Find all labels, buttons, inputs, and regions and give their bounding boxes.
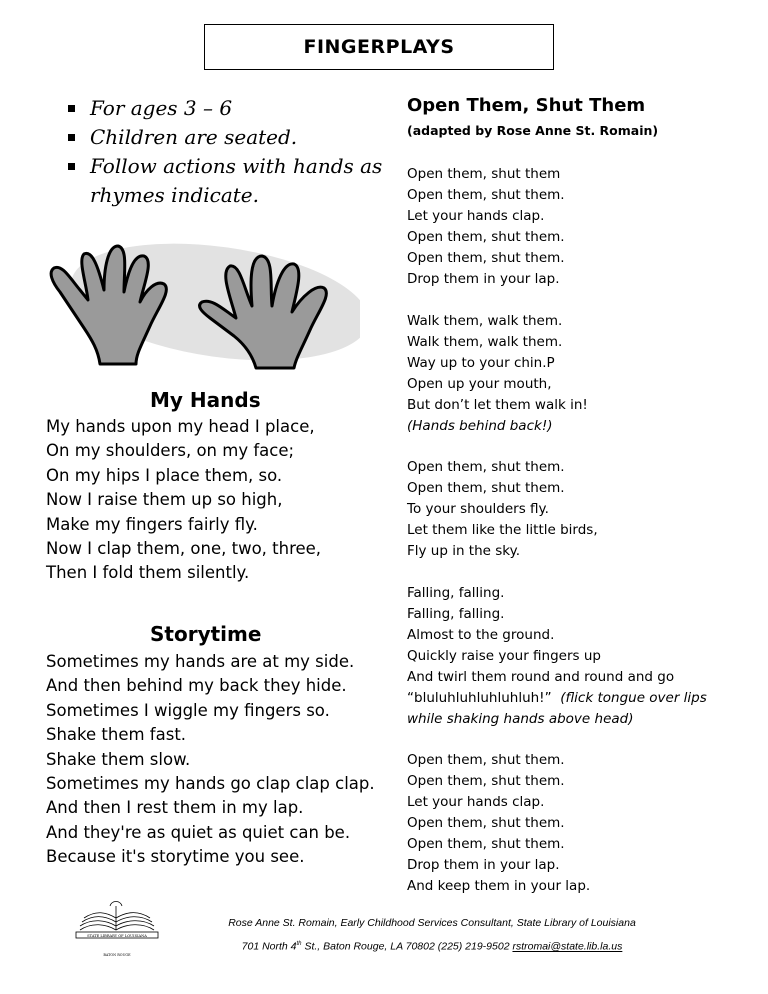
rhyme-line: Open them, shut them. bbox=[407, 480, 565, 496]
poem-line: On my hips I place them, so. bbox=[46, 465, 283, 485]
rhyme-line: Open them, shut them. bbox=[407, 815, 565, 831]
poem-line: On my shoulders, on my face; bbox=[46, 441, 295, 461]
stage-direction: (flick tongue over lips bbox=[560, 689, 707, 706]
storytime-title: Storytime bbox=[150, 622, 262, 646]
poem-line: Shake them fast. bbox=[46, 725, 187, 745]
rhyme-line: Falling, falling. bbox=[407, 605, 505, 622]
rhyme-line: Let your hands clap. bbox=[407, 208, 545, 224]
poem-line: Because it's storytime you see. bbox=[46, 847, 305, 867]
footer bbox=[222, 913, 642, 958]
rhyme-line: Open them, shut them bbox=[407, 166, 561, 182]
rhyme-line: Let them like the little birds, bbox=[407, 522, 598, 538]
rhyme-line: To your shoulders fly. bbox=[407, 501, 549, 517]
poem-line: My hands upon my head I place, bbox=[46, 417, 315, 436]
poem-line: Sometimes I wiggle my fingers so. bbox=[46, 700, 330, 720]
rhyme-line: Open them, shut them. bbox=[407, 459, 565, 475]
rhyme-line: Way up to your chin.P bbox=[407, 354, 555, 371]
rhyme-line: Open up your mouth, bbox=[407, 375, 552, 392]
logo-sublabel: BATON ROUGE bbox=[103, 953, 131, 957]
logo-label: STATE LIBRARY OF LOUISIANA bbox=[87, 934, 147, 938]
sound-effect: “bluluhluhluhluhluh!” bbox=[407, 689, 552, 706]
stage-direction: (Hands behind back!) bbox=[407, 417, 553, 434]
poem-line: And then behind my back they hide. bbox=[46, 676, 347, 696]
rhyme-line: But don’t let them walk in! bbox=[407, 396, 588, 413]
storytime-poem bbox=[46, 650, 375, 870]
bullet-follow-cont: rhymes indicate. bbox=[90, 183, 259, 207]
rhyme-line: Open them, shut them. bbox=[407, 187, 565, 203]
rhyme-line: Drop them in your lap. bbox=[407, 857, 560, 873]
rhyme-line bbox=[407, 688, 747, 709]
bullet-ages: For ages 3 – 6 bbox=[62, 94, 392, 123]
rhyme-line: Open them, shut them. bbox=[407, 229, 565, 245]
poem-line: Sometimes my hands are at my side. bbox=[46, 652, 355, 671]
rhyme-line: Almost to the ground. bbox=[407, 626, 555, 643]
poem-line: Now I clap them, one, two, three, bbox=[46, 539, 322, 559]
rhyme-line: And keep them in your lap. bbox=[407, 878, 591, 894]
poem-line: And then I rest them in my lap. bbox=[46, 798, 304, 818]
left-hand-icon bbox=[51, 246, 166, 364]
page-title: FINGERPLAYS bbox=[204, 24, 554, 70]
poem-line: Then I fold them silently. bbox=[46, 563, 250, 583]
poem-line: Make my fingers fairly fly. bbox=[46, 514, 258, 534]
rhyme-line: Let your hands clap. bbox=[407, 794, 545, 810]
poem-line: Now I raise them up so high, bbox=[46, 490, 283, 510]
rhyme-line: Open them, shut them. bbox=[407, 836, 565, 852]
my-hands-title: My Hands bbox=[150, 388, 261, 412]
rhyme-line: Quickly raise your fingers up bbox=[407, 647, 601, 664]
rhyme-line: Falling, falling. bbox=[407, 584, 505, 601]
my-hands-poem bbox=[46, 415, 321, 586]
footer-credit: Rose Anne St. Romain, Early Childhood Services Consultant, State Library of Louisiana bbox=[228, 917, 636, 929]
open-shut-rhyme bbox=[407, 164, 747, 897]
rhyme-line: Open them, shut them. bbox=[407, 773, 565, 789]
bullet-seated: Children are seated. bbox=[62, 123, 392, 152]
state-library-logo bbox=[70, 896, 164, 966]
hands-illustration bbox=[40, 232, 360, 382]
stage-direction: while shaking hands above head) bbox=[407, 710, 634, 727]
poem-line: Sometimes my hands go clap clap clap. bbox=[46, 774, 375, 794]
rhyme-line: Open them, shut them. bbox=[407, 752, 565, 768]
email-link[interactable]: rstromai@state.lib.la.us bbox=[512, 940, 623, 953]
poem-line: And they're as quiet as quiet can be. bbox=[46, 822, 351, 842]
poem-line: Shake them slow. bbox=[46, 749, 191, 769]
footer-address: 701 North 4th St., Baton Rouge, LA 70802 (225) 219-9502 rstromai@state.lib.la.us bbox=[241, 940, 623, 953]
rhyme-line: Open them, shut them. bbox=[407, 250, 565, 266]
open-shut-subtitle: (adapted by Rose Anne St. Romain) bbox=[407, 123, 659, 138]
open-shut-title: Open Them, Shut Them bbox=[407, 95, 646, 116]
rhyme-line: And twirl them round and round and go bbox=[407, 668, 675, 685]
rhyme-line: Fly up in the sky. bbox=[407, 543, 520, 559]
rhyme-line: Walk them, walk them. bbox=[407, 312, 563, 329]
rhyme-line: Drop them in your lap. bbox=[407, 271, 560, 287]
instructions-list bbox=[62, 94, 392, 210]
bullet-follow: Follow actions with hands as bbox=[62, 152, 392, 181]
rhyme-line: Walk them, walk them. bbox=[407, 333, 563, 350]
